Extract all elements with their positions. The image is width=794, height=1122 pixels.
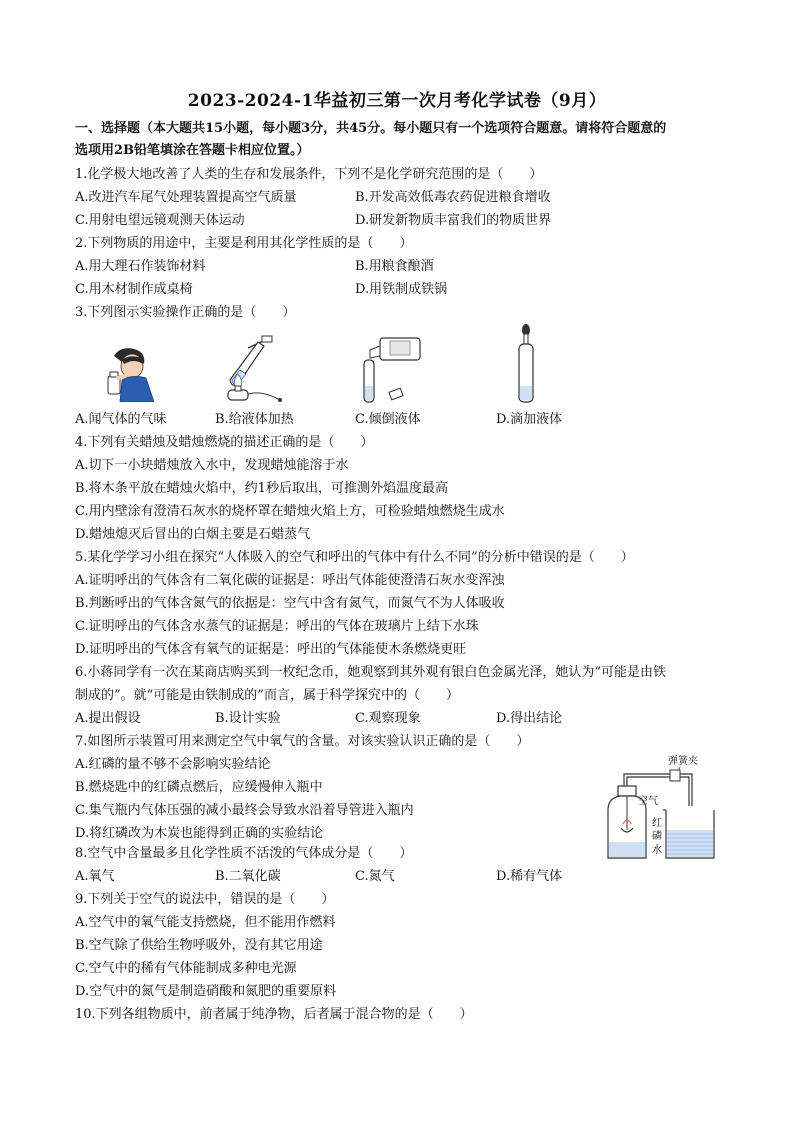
q2-stem: 2.下列物质的用途中，主要是利用其化学性质的是（ ）: [75, 236, 413, 251]
water-label: 水: [652, 845, 662, 856]
q9-option-a: A.空气中的氧气能支持燃烧，但不能用作燃料: [75, 915, 336, 930]
page-title: 2023-2024-1华益初三第一次月考化学试卷（9月）: [187, 91, 607, 111]
q4-option-a: A.切下一小块蜡烛放入水中，发现蜡烛能溶于水: [75, 458, 349, 473]
q1-option-d: D.研发新物质丰富我们的物质世界: [355, 213, 552, 228]
q9-stem: 9.下列关于空气的说法中，错误的是（ ）: [75, 892, 335, 907]
q8-option-d: D.稀有气体: [496, 869, 563, 884]
drop-liquid-figure: [506, 322, 546, 406]
q6-option-c: C.观察现象: [355, 711, 421, 726]
section-heading-line2: 选项用2B铅笔填涂在答题卡相应位置。）: [75, 143, 310, 158]
pour-liquid-figure: [356, 336, 426, 406]
q1-option-a: A.改进汽车尾气处理装置提高空气质量: [75, 190, 297, 205]
q5-option-b: B.判断呼出的气体含氮气的依据是：空气中含有氮气，而氮气不为人体吸收: [75, 596, 505, 611]
q8-option-c: C.氮气: [355, 869, 395, 884]
q3-option-a: A.闻气体的气味: [75, 412, 167, 427]
q3-option-b: B.给液体加热: [215, 412, 294, 427]
q7-option-a: A.红磷的量不够不会影响实验结论: [75, 757, 271, 772]
q10-stem: 10.下列各组物质中，前者属于纯净物，后者属于混合物的是（ ）: [75, 1007, 473, 1022]
q2-option-b: B.用粮食酿酒: [355, 259, 434, 274]
q6-stem-line1: 6.小蒋同学有一次在某商店购买到一枚纪念币，她观察到其外观有银白色金属光泽，她认为“可能是由铁: [75, 665, 667, 680]
red-phosphorus-label-2: 磷: [652, 831, 662, 842]
q4-option-c: C.用内壁涂有澄清石灰水的烧杯罩在蜡烛火焰上方，可检验蜡烛燃烧生成水: [75, 504, 505, 519]
q6-option-a: A.提出假设: [75, 711, 141, 726]
q2-option-c: C.用木材制作成桌椅: [75, 282, 193, 297]
q7-option-c: C.集气瓶内气体压强的减小最终会导致水沿着导管进入瓶内: [75, 803, 414, 818]
q6-option-d: D.得出结论: [496, 711, 563, 726]
q1-stem: 1.化学极大地改善了人类的生存和发展条件，下列不是化学研究范围的是（ ）: [75, 167, 543, 182]
q8-stem: 8.空气中含量最多且化学性质不活泼的气体成分是（ ）: [75, 846, 413, 861]
section-heading-line1: 一、选择题（本大题共15小题，每小题3分，共45分。每小题只有一个选项符合题意。请将符合题意的: [75, 121, 667, 136]
smell-gas-figure: [100, 346, 160, 402]
q8-option-a: A.氧气: [75, 869, 115, 884]
q5-stem: 5.某化学学习小组在探究“人体吸入的空气和呼出的气体中有什么不同”的分析中错误的是（ ）: [75, 550, 634, 565]
q5-option-d: D.证明呼出的气体含有氧气的证据是：呼出的气体能使木条燃烧更旺: [75, 642, 467, 657]
q6-stem-line2: 制成的”。就“可能是由铁制成的”而言，属于科学探究中的（ ）: [75, 688, 459, 703]
heat-liquid-figure: [218, 334, 288, 404]
q1-option-b: B.开发高效低毒农药促进粮食增收: [355, 190, 551, 205]
q9-option-c: C.空气中的稀有气体能制成多种电光源: [75, 961, 297, 976]
q1-option-c: C.用射电望远镜观测天体运动: [75, 213, 245, 228]
air-label: 空气: [638, 796, 658, 807]
q5-option-c: C.证明呼出的气体含水蒸气的证据是：呼出的气体在玻璃片上结下水珠: [75, 619, 479, 634]
oxygen-apparatus-figure: [600, 752, 720, 864]
q4-option-b: B.将木条平放在蜡烛火焰中，约1秒后取出，可推测外焰温度最高: [75, 481, 448, 496]
q2-option-a: A.用大理石作装饰材料: [75, 259, 206, 274]
q3-option-d: D.滴加液体: [496, 412, 563, 427]
q3-stem: 3.下列图示实验操作正确的是（ ）: [75, 305, 296, 320]
red-phosphorus-label-1: 红: [652, 818, 662, 829]
q2-option-d: D.用铁制成铁锅: [355, 282, 448, 297]
q9-option-b: B.空气除了供给生物呼吸外，没有其它用途: [75, 938, 323, 953]
q7-stem: 7.如图所示装置可用来测定空气中氧气的含量。对该实验认识正确的是（ ）: [75, 734, 530, 749]
q5-option-a: A.证明呼出的气体含有二氧化碳的证据是：呼出气体能使澄清石灰水变浑浊: [75, 573, 505, 588]
q7-option-d: D.将红磷改为木炭也能得到正确的实验结论: [75, 826, 324, 841]
q6-option-b: B.设计实验: [215, 711, 281, 726]
q3-option-c: C.倾倒液体: [355, 412, 421, 427]
q8-option-b: B.二氧化碳: [215, 869, 281, 884]
clip-label: 弹簧夹: [668, 756, 698, 767]
q4-option-d: D.蜡烛熄灭后冒出的白烟主要是石蜡蒸气: [75, 527, 311, 542]
q9-option-d: D.空气中的氮气是制造硝酸和氮肥的重要原料: [75, 984, 337, 999]
q4-stem: 4.下列有关蜡烛及蜡烛燃烧的描述正确的是（ ）: [75, 435, 374, 450]
q7-option-b: B.燃烧匙中的红磷点燃后，应缓慢伸入瓶中: [75, 780, 323, 795]
